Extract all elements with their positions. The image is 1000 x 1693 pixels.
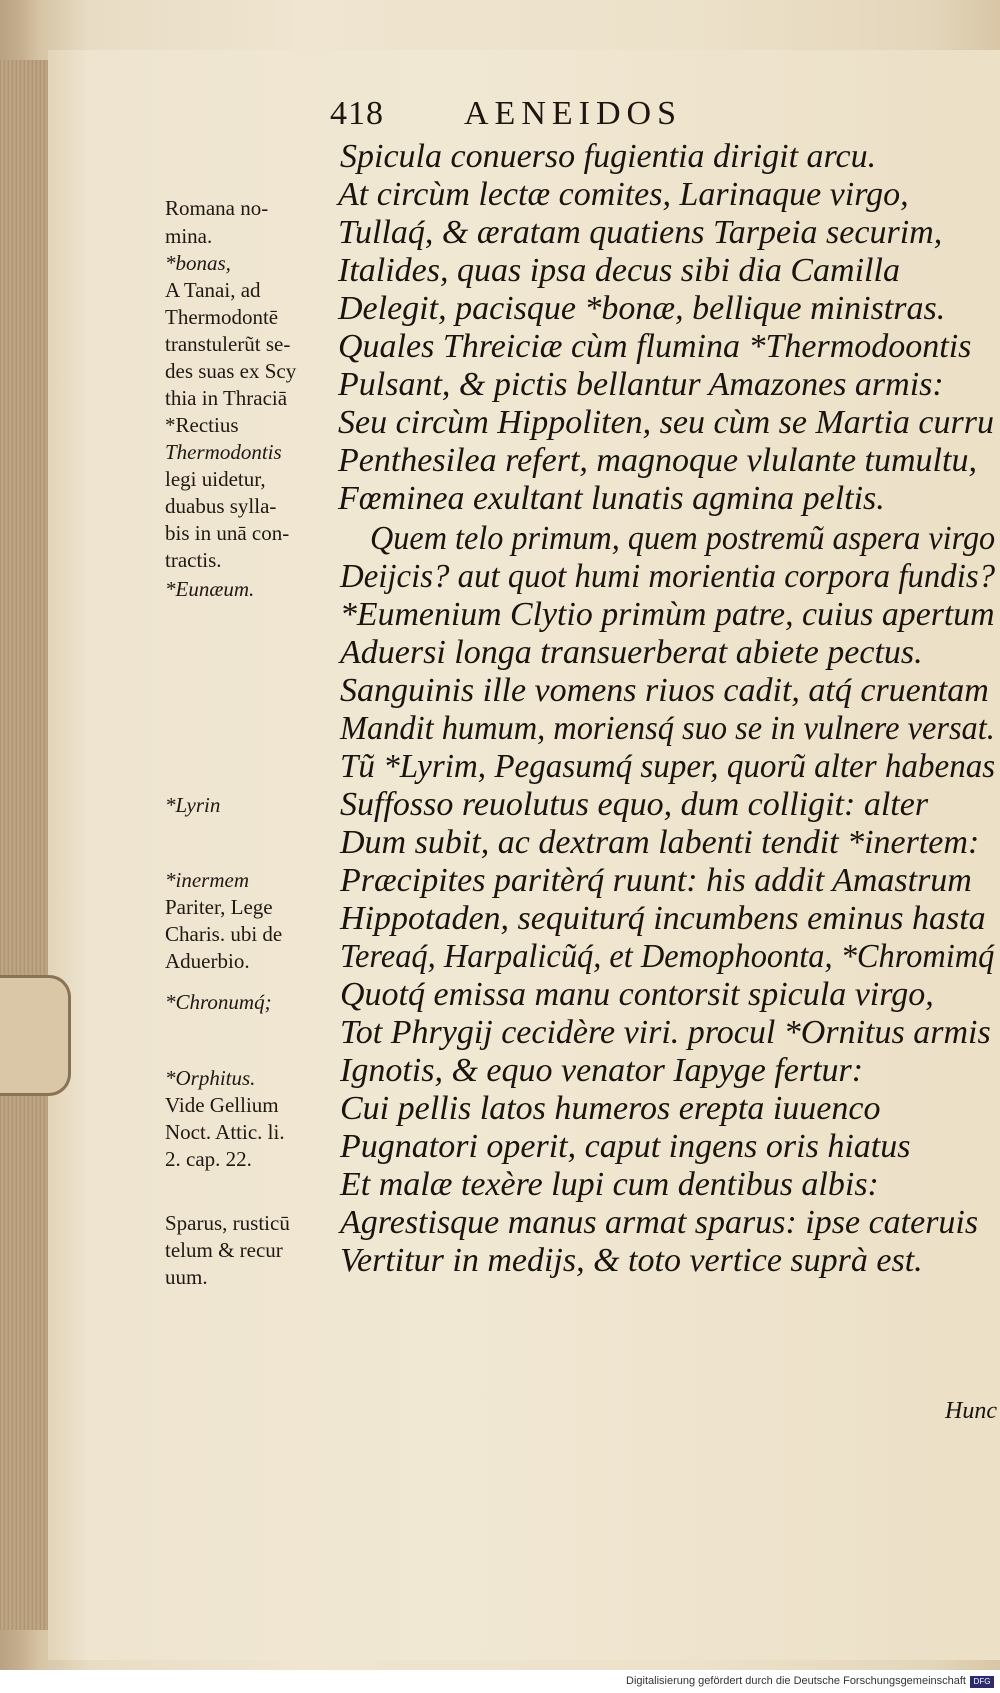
verse-line: Seu circùm Hippoliten, seu cùm se Martia curru	[338, 404, 994, 441]
verse-line: Spicula conuerso fugientia dirigit arcu.	[340, 138, 877, 175]
verse-line: Quales Threiciæ cùm flumina *Thermodoontis	[338, 328, 972, 365]
verse-line: At circùm lectæ comites, Larinaque virgo,	[338, 176, 909, 213]
margin-note: Thermodontē	[165, 305, 279, 329]
margin-note: Charis. ubi de	[165, 922, 283, 946]
margin-note: mina.	[165, 224, 213, 248]
dfg-logo: DFG	[970, 1676, 994, 1688]
running-title: AENEIDOS	[464, 95, 682, 132]
verse-line: Ignotis, & equo venator Iapyge fertur:	[340, 1052, 864, 1089]
margin-note: Vide Gellium	[165, 1093, 279, 1117]
verse-line: Et malæ texère lupi cum dentibus albis:	[340, 1166, 879, 1203]
margin-note: Sparus, rusticū	[165, 1211, 290, 1235]
verse-line: Præcipites paritèrq́ ruunt: his addit Amastrum	[340, 862, 972, 899]
margin-note: Pariter, Lege	[165, 895, 273, 919]
margin-note: *Chronumq́;	[165, 990, 272, 1014]
margin-note: *bonas,	[165, 251, 231, 275]
verse-line: Pulsant, & pictis bellantur Amazones armis:	[338, 366, 944, 403]
book-fore-edge	[0, 60, 48, 1630]
verse-line: Aduersi longa transuerberat abiete pectus.	[340, 634, 923, 671]
digitization-footer	[0, 1671, 1000, 1693]
margin-note: Noct. Attic. li.	[165, 1120, 285, 1144]
verse-line: Deijcis? aut quot humi morientia corpora fundis?	[340, 558, 996, 595]
verse-line: Agrestisque manus armat sparus: ipse cateruis	[340, 1204, 979, 1241]
verse-line: Tereaq́, Harpalicũq́, et Demophoonta, *Chromimq́	[340, 938, 995, 975]
margin-note: tractis.	[165, 548, 222, 572]
margin-note: legi uidetur,	[165, 467, 266, 491]
margin-note: telum & recur	[165, 1238, 283, 1262]
verse-line: Penthesilea refert, magnoque vlulante tumultu,	[338, 442, 977, 479]
verse-line: Tullaq́, & æratam quatiens Tarpeia securim,	[338, 214, 943, 251]
page-clip-tab	[0, 975, 71, 1096]
margin-note: *inermem	[165, 868, 249, 892]
margin-note: *Eunæum.	[165, 577, 255, 601]
verse-line: Tũ *Lyrim, Pegasumq́ super, quorũ alter habenas	[340, 748, 996, 785]
verse-line: Sanguinis ille vomens riuos cadit, atq́ cruentam	[340, 672, 989, 709]
margin-note: *Orphitus.	[165, 1066, 256, 1090]
margin-note: transtulerũt se-	[165, 332, 291, 356]
catchword: Hunc	[945, 1398, 997, 1424]
margin-note: 2. cap. 22.	[165, 1147, 252, 1171]
footer-credit: Digitalisierung gefördert durch die Deutsche Forschungsgemeinschaft	[626, 1675, 966, 1687]
margin-note: Thermodontis	[165, 440, 282, 464]
verse-line: *Eumenium Clytio primùm patre, cuius apertum	[340, 596, 995, 633]
verse-line: Italides, quas ipsa decus sibi dia Camilla	[338, 252, 900, 289]
verse-line: Tot Phrygij cecidère viri. procul *Ornitus armis	[340, 1014, 991, 1051]
verse-line: Dum subit, ac dextram labenti tendit *inertem:	[340, 824, 980, 861]
margin-note: A Tanai, ad	[165, 278, 261, 302]
margin-note: duabus sylla-	[165, 494, 277, 518]
margin-note: des suas ex Scy	[165, 359, 297, 383]
margin-note: Aduerbio.	[165, 949, 250, 973]
verse-line: Hippotaden, sequiturq́ incumbens eminus hasta	[340, 900, 986, 937]
verse-line: Suffosso reuolutus equo, dum colligit: alter	[340, 786, 929, 823]
verse-line: Cui pellis latos humeros erepta iuuenco	[340, 1090, 881, 1127]
verse-line: Mandit humum, moriensq́ suo se in vulnere versat.	[340, 710, 995, 747]
verse-line: Delegit, pacisque *bonæ, bellique ministras.	[338, 290, 946, 327]
margin-note: *Rectius	[165, 413, 239, 437]
verse-line: Vertitur in medijs, & toto vertice suprà est.	[340, 1242, 923, 1279]
page-number: 418	[330, 95, 384, 132]
page-header	[330, 95, 682, 133]
margin-note: *Lyrin	[165, 793, 221, 817]
verse-line: Fœminea exultant lunatis agmina peltis.	[338, 480, 885, 517]
verse-line: Pugnatori operit, caput ingens oris hiatus	[340, 1128, 911, 1165]
margin-note: bis in unā con-	[165, 521, 290, 545]
margin-note: thia in Thraciā	[165, 386, 288, 410]
verse-line: Quem telo primum, quem postremũ aspera virgo	[370, 520, 996, 557]
margin-note: Romana no-	[165, 196, 269, 220]
verse-line: Quotq́ emissa manu contorsit spicula virgo,	[340, 976, 934, 1013]
margin-note: uum.	[165, 1265, 208, 1289]
